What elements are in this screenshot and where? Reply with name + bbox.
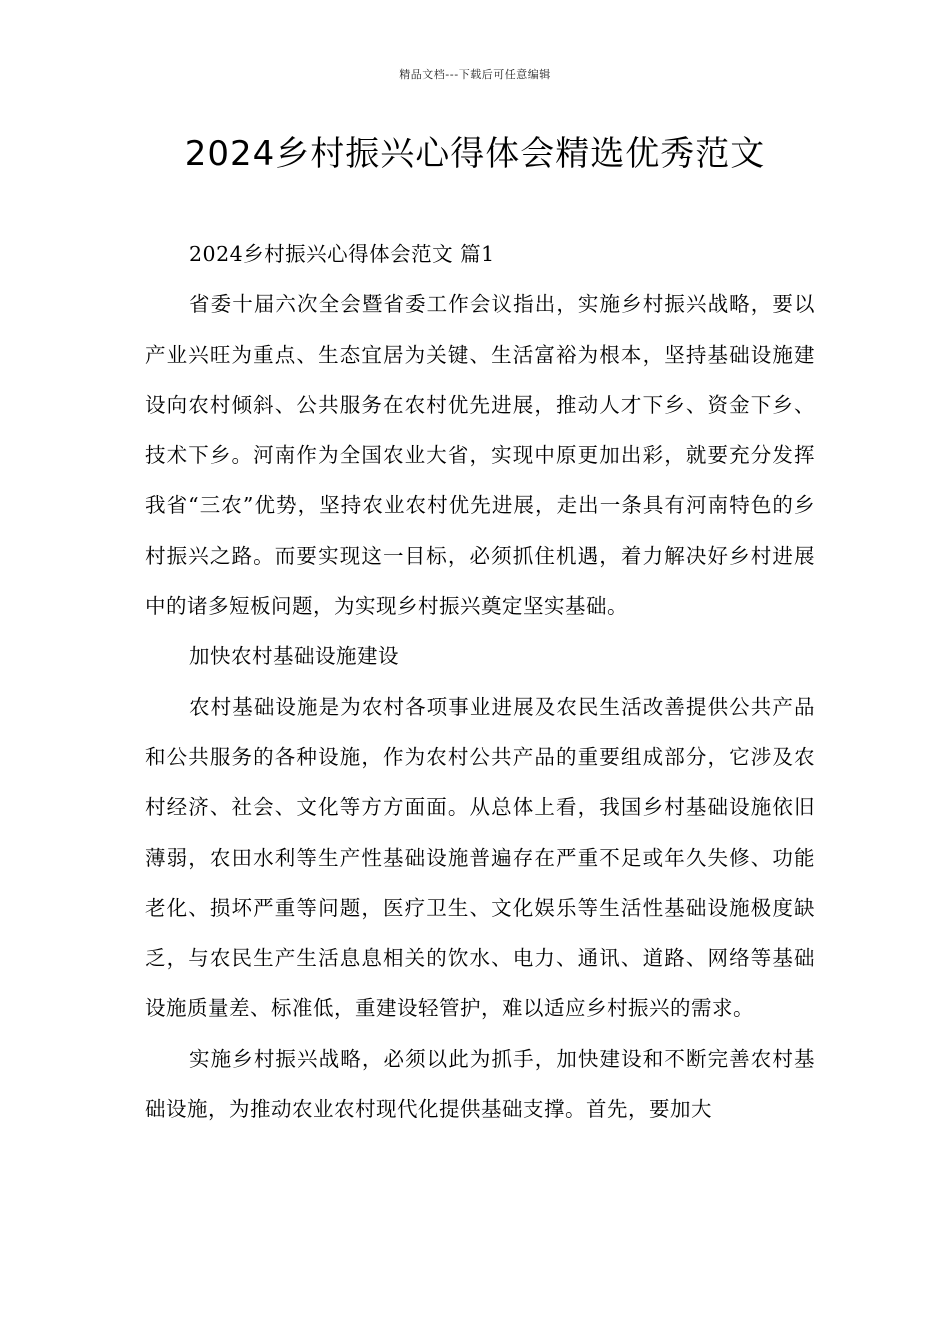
document-title: 2024乡村振兴心得体会精选优秀范文 [184,134,766,174]
paragraph-strategy: 实施乡村振兴战略，必须以此为抓手，加快建设和不断完善农村基础设施，为推动农业农村现代化提供基础支撑。首先，要加大 [145,1046,815,1122]
paragraph-infrastructure: 农村基础设施是为农村各项事业进展及农民生活改善提供公共产品和公共服务的各种设施，作为农村公共产品的重要组成部分，它涉及农村经济、社会、文化等方方面面。从总体上看，我国乡村基础设施依旧薄弱，农田水利等生产性基础设施普遍存在严重不足或年久失修、功能老化、损坏严重等问题，医疗卫生、文化娱乐等生活性基础设施极度缺乏，与农民生产生活息息相关的饮水、电力、通讯、道路、网络等基础设施质量差、标准低，重建设轻管护，难以适应乡村振兴的需求。 [145,694,815,1021]
document-body [145,229,815,1134]
paragraph-intro: 省委十届六次全会暨省委工作会议指出，实施乡村振兴战略，要以产业兴旺为重点、生态宜居为关键、生活富裕为根本，坚持基础设施建设向农村倾斜、公共服务在农村优先进展，推动人才下乡、资金下乡、技术下乡。河南作为全国农业大省，实现中原更加出彩，就要充分发挥我省“三农”优势，坚持农业农村优先进展，走出一条具有河南特色的乡村振兴之路。而要实现这一目标，必须抓住机遇，着力解决好乡村进展中的诸多短板问题，为实现乡村振兴奠定坚实基础。 [145,292,815,619]
section-heading: 2024乡村振兴心得体会范文 篇1 [189,242,495,266]
header-note: 精品文档---下载后可任意编辑 [399,68,551,81]
subheading-infrastructure: 加快农村基础设施建设 [189,644,399,669]
